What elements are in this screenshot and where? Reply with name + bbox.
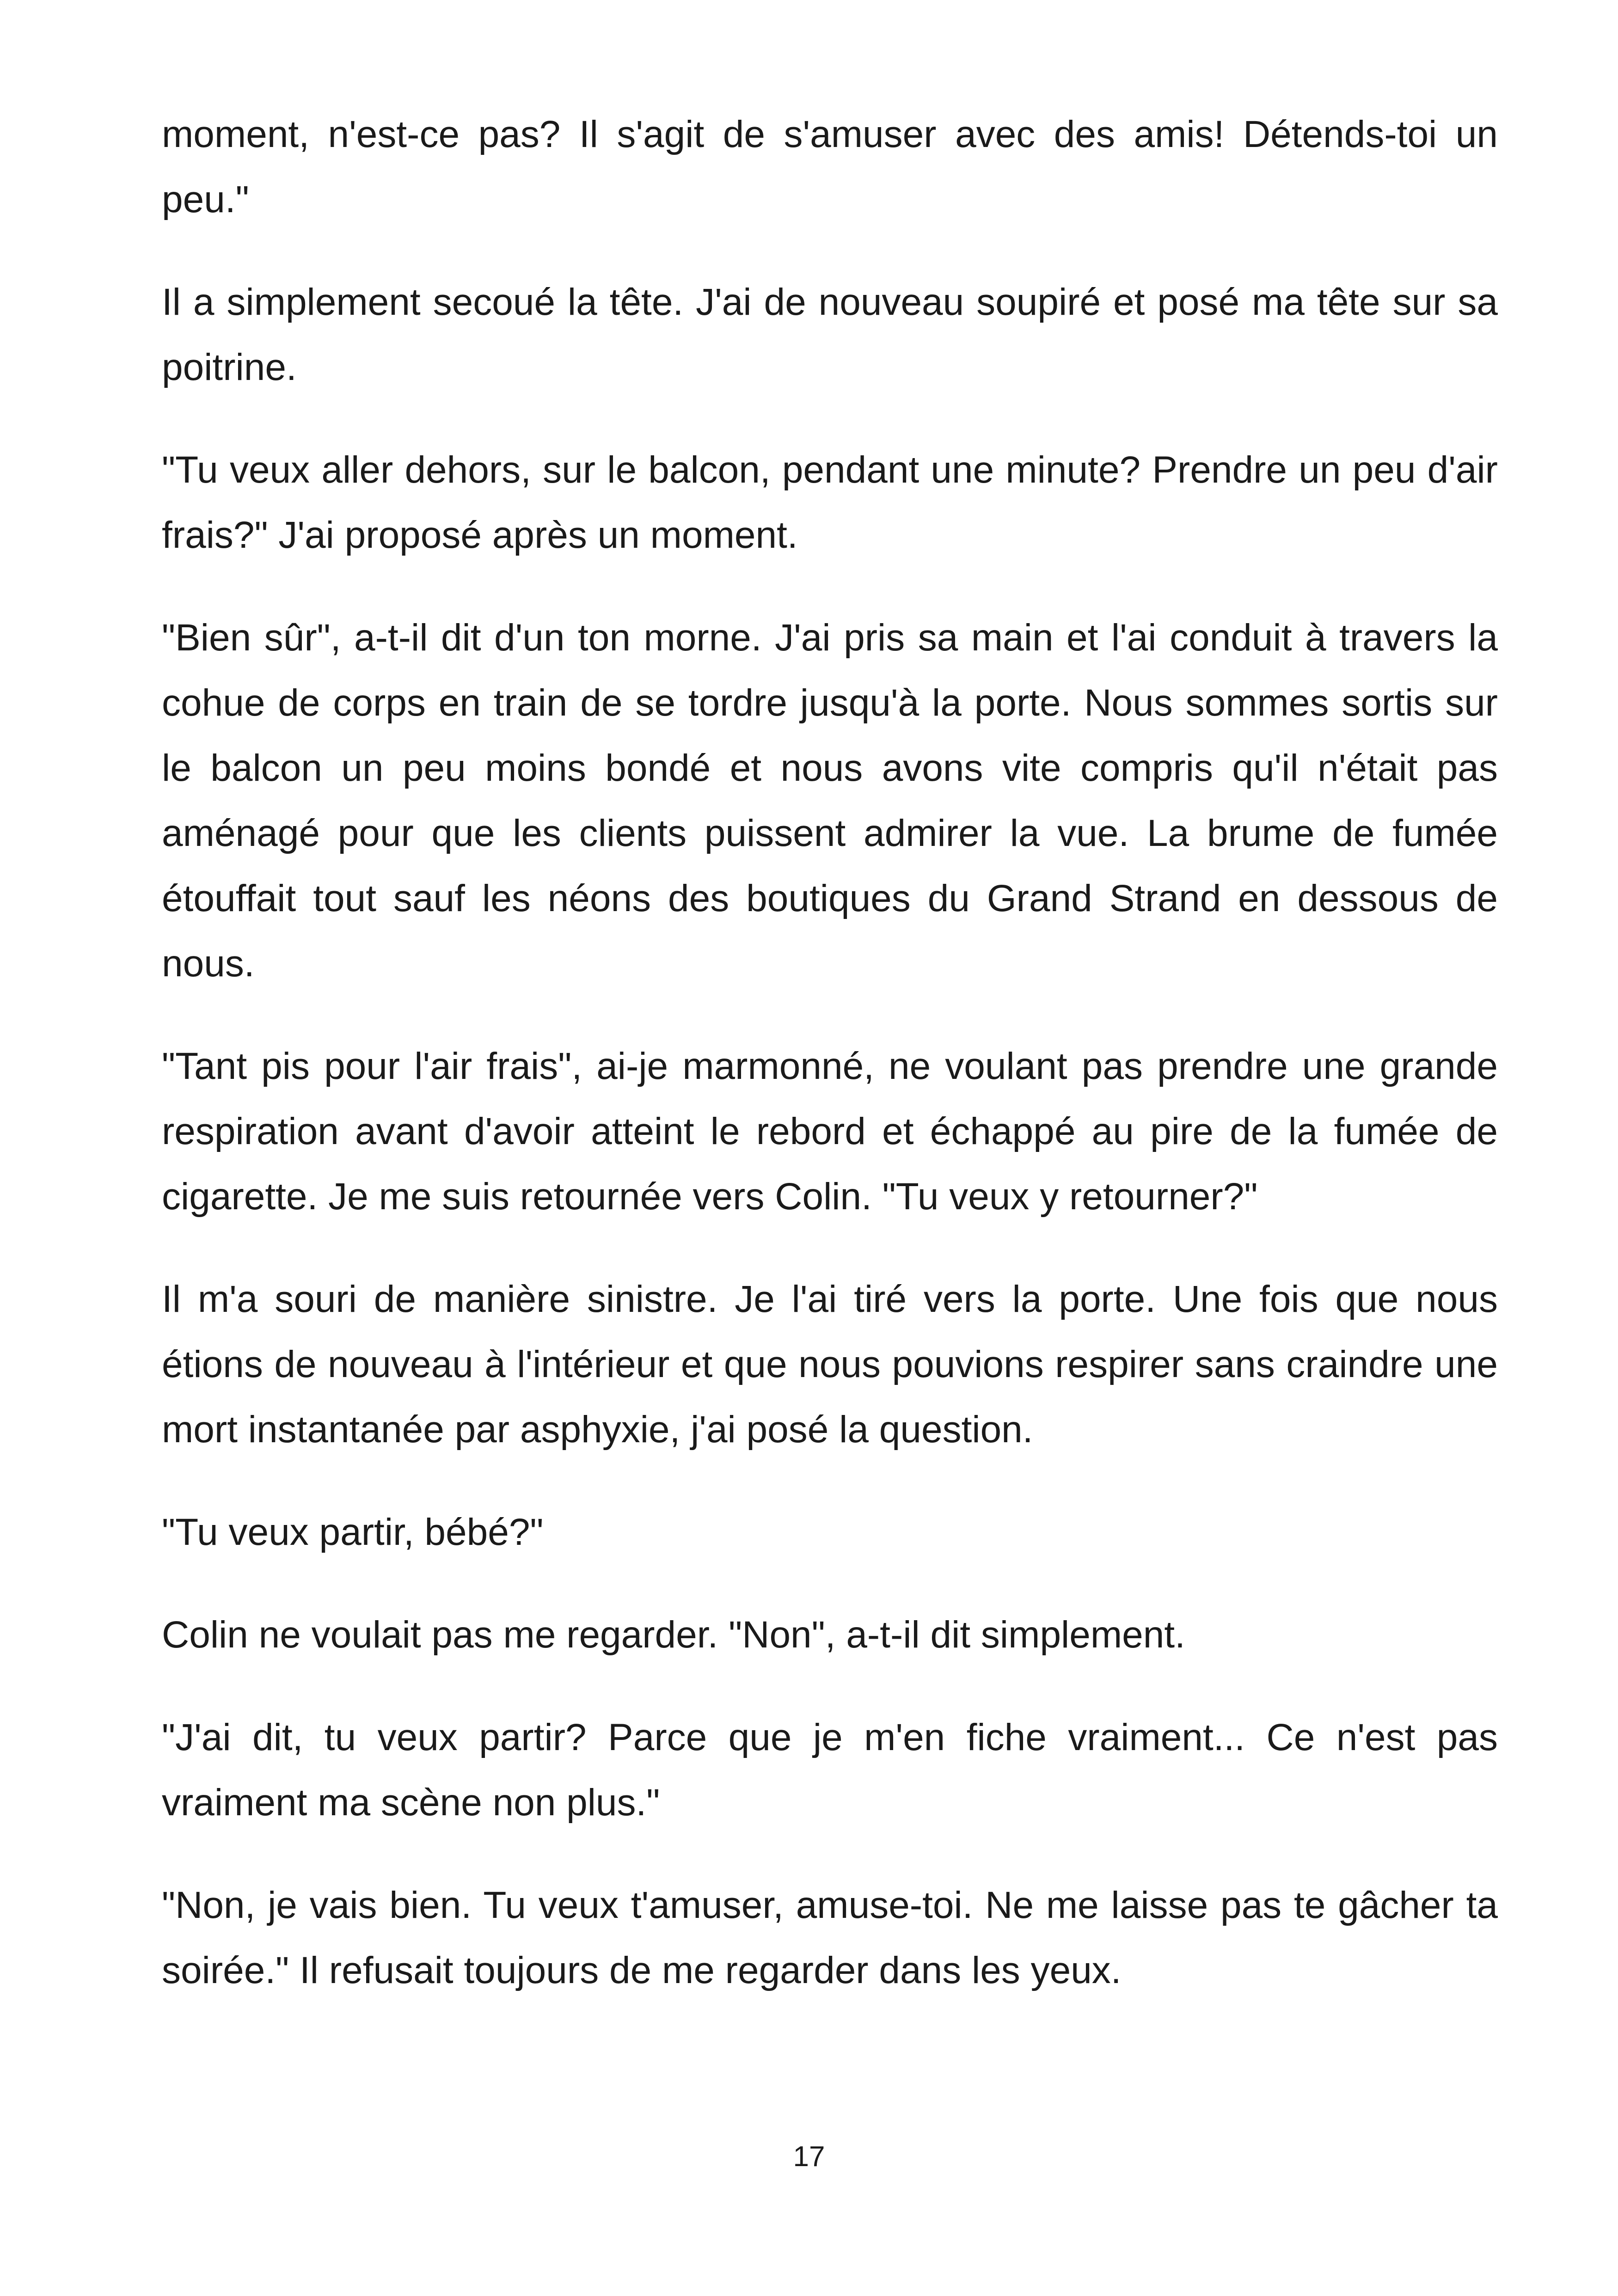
paragraph-7: "Tu veux partir, bébé?" [162, 1511, 544, 1553]
paragraph-6: Il m'a souri de manière sinistre. Je l'ai tiré vers la porte. Une fois que nous étions de nouveau à l'intérieur et que nous pouvions respirer sans craindre une mort instantanée par asphyxie, j'ai posé la question. [162, 1278, 1498, 1451]
paragraph-2: Il a simplement secoué la tête. J'ai de nouveau soupiré et posé ma tête sur sa poitrine. [162, 281, 1498, 388]
paragraph-1: moment, n'est-ce pas? Il s'agit de s'amuser avec des amis! Détends-toi un peu." [162, 113, 1498, 220]
page-number: 17 [793, 2141, 825, 2173]
paragraph-3: "Tu veux aller dehors, sur le balcon, pendant une minute? Prendre un peu d'air frais?" J'ai proposé après un moment. [162, 449, 1498, 556]
paragraph-4: "Bien sûr", a-t-il dit d'un ton morne. J'ai pris sa main et l'ai conduit à travers la cohue de corps en train de se tordre jusqu'à la porte. Nous sommes sortis sur le balcon un peu moins bondé et nous avons vite compris qu'il n'était pas aménagé pour que les clients puissent admirer la vue. La brume de fumée étouffait tout sauf les néons des boutiques du Grand Strand en dessous de nous. [162, 617, 1498, 985]
page-body [162, 102, 1498, 2040]
paragraph-5: "Tant pis pour l'air frais", ai-je marmonné, ne voulant pas prendre une grande respiration avant d'avoir atteint le rebord et échappé au pire de la fumée de cigarette. Je me suis retournée vers Colin. "Tu veux y retourner?" [162, 1045, 1498, 1218]
paragraph-10: "Non, je vais bien. Tu veux t'amuser, amuse-toi. Ne me laisse pas te gâcher ta soirée." Il refusait toujours de me regarder dans les yeux. [162, 1884, 1498, 1991]
paragraph-9: "J'ai dit, tu veux partir? Parce que je m'en fiche vraiment... Ce n'est pas vraiment ma scène non plus." [162, 1716, 1498, 1824]
paragraph-8: Colin ne voulait pas me regarder. "Non", a-t-il dit simplement. [162, 1614, 1185, 1656]
